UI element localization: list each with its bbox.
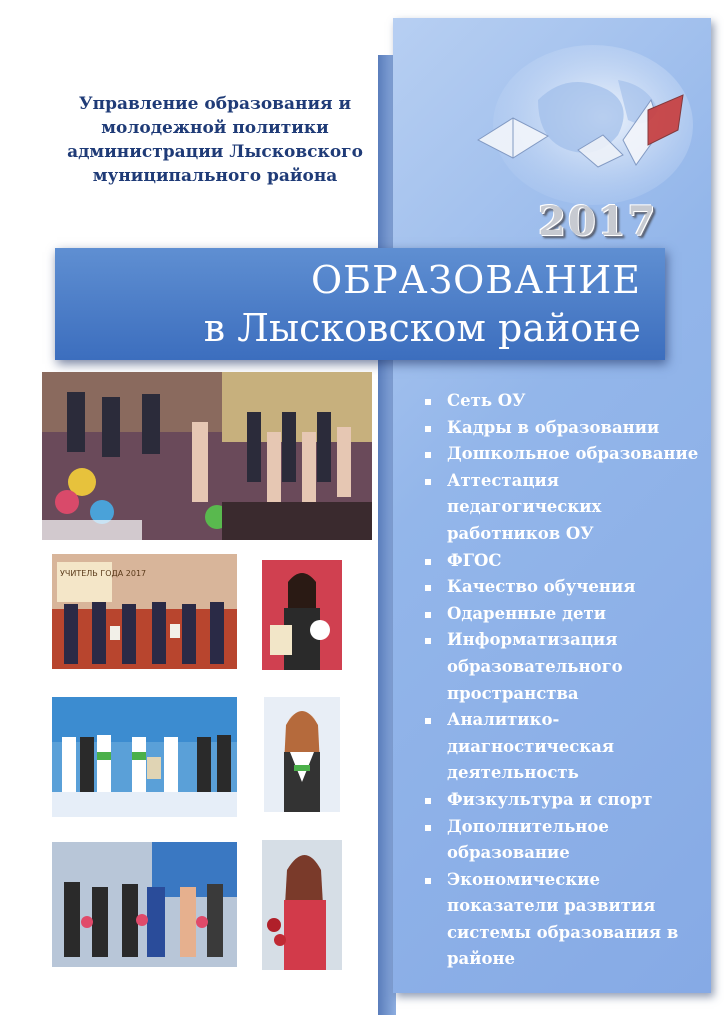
bullet-icon: [425, 825, 431, 831]
organization-line: администрации Лысковского: [67, 142, 363, 162]
organization-line: Управление образования и: [78, 94, 352, 114]
list-item-label: Одаренные дети: [447, 603, 606, 623]
list-item[interactable]: [423, 468, 705, 548]
sections-list: [423, 388, 705, 973]
globe-books-icon: [418, 40, 698, 210]
list-item-label: Аналитико-диагностическая деятельность: [447, 710, 615, 783]
title-banner: [55, 248, 665, 360]
list-item-label: Информатизация образовательного пространства: [447, 630, 623, 703]
organization-name: [60, 92, 370, 188]
bullet-icon: [425, 612, 431, 618]
list-item-label: Аттестация педагогических работников ОУ: [447, 470, 602, 543]
list-item[interactable]: [423, 814, 705, 867]
list-item-label: Дошкольное образование: [447, 444, 699, 464]
photo-students-group: [52, 697, 237, 817]
bullet-icon: [425, 559, 431, 565]
list-item[interactable]: [423, 707, 705, 787]
bullet-icon: [425, 798, 431, 804]
teacher-of-year-text: УЧИТЕЛЬ ГОДА 2017: [60, 569, 147, 578]
list-item[interactable]: [423, 627, 705, 707]
list-item-label: Сеть ОУ: [447, 391, 526, 410]
organization-line: молодежной политики: [101, 118, 329, 138]
photo-women-flowers: [52, 842, 237, 967]
list-item[interactable]: [423, 548, 705, 575]
list-item[interactable]: [423, 388, 705, 415]
list-item[interactable]: [423, 441, 705, 468]
list-item[interactable]: [423, 574, 705, 601]
list-item[interactable]: [423, 415, 705, 442]
list-item[interactable]: [423, 601, 705, 628]
list-item-label: Экономические показатели развития системы образования в районе: [447, 869, 679, 969]
bullet-icon: [425, 878, 431, 884]
list-item-label: Кадры в образовании: [447, 417, 660, 437]
title-line-2: в Лысковском районе: [203, 306, 641, 350]
bullet-icon: [425, 452, 431, 458]
bullet-icon: [425, 426, 431, 432]
list-item-label: Физкультура и спорт: [447, 789, 653, 809]
bullet-icon: [425, 479, 431, 485]
photo-woman-roses: [262, 840, 342, 970]
bullet-icon: [425, 638, 431, 644]
list-item-label: Качество обучения: [447, 577, 636, 597]
bullet-icon: [425, 585, 431, 591]
organization-line: муниципального района: [92, 166, 338, 186]
list-item[interactable]: [423, 787, 705, 814]
list-item-label: Дополнительное образование: [447, 816, 609, 863]
photo-graduation-ceremony: [42, 372, 372, 540]
bullet-icon: [425, 718, 431, 724]
list-item[interactable]: [423, 867, 705, 973]
photo-graduate-girl: [264, 697, 340, 812]
bullet-icon: [425, 399, 431, 405]
year-label: 2017: [538, 198, 658, 245]
photo-award-woman: [262, 560, 342, 670]
photo-teacher-of-year: [52, 554, 237, 669]
title-line-1: ОБРАЗОВАНИЕ: [311, 258, 641, 302]
list-item-label: ФГОС: [447, 550, 502, 570]
